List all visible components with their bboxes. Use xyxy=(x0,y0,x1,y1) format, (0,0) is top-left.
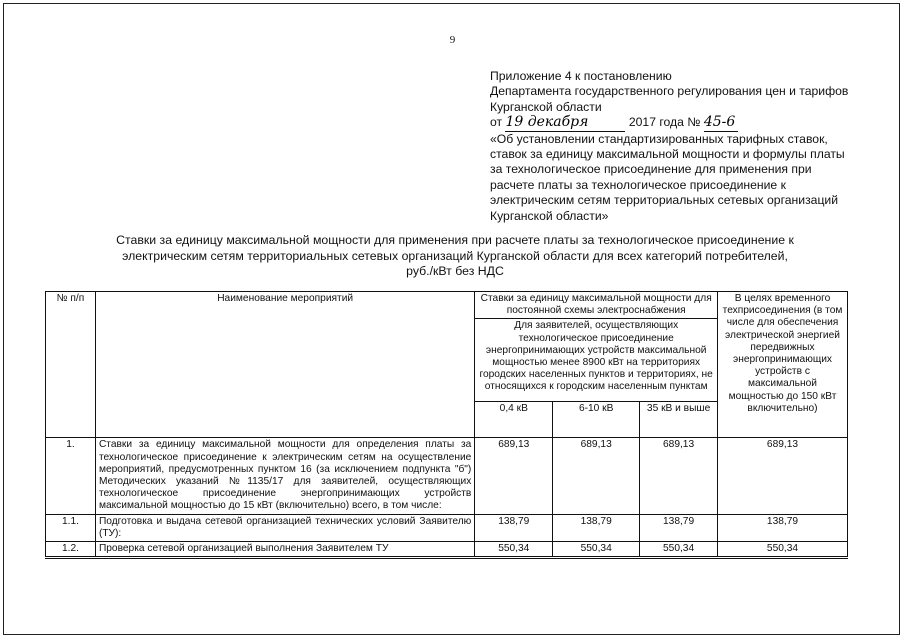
header-35kv: 35 кВ и выше xyxy=(640,402,718,438)
header-applicants: Для заявителей, осуществляющих технологическое присоединение энергопринимающих устройств максимальной мощностью менее 8900 кВт на территориях городских населенных пунктов и территориях, не относящихся к городским населенным пунктам xyxy=(475,319,718,402)
appendix-header xyxy=(490,69,850,224)
cell-6-10kv: 689,13 xyxy=(553,438,640,514)
row-name: Подготовка и выдача сетевой организацией технических условий Заявителю (ТУ): xyxy=(95,514,474,541)
row-num: 1. xyxy=(46,438,96,514)
handwritten-number: 45-6 xyxy=(703,114,736,131)
page-number: 9 xyxy=(449,34,456,46)
table-row xyxy=(46,542,848,558)
row-name: Ставки за единицу максимальной мощности для определения платы за технологическое присоединение к электрическим сетям на осуществление мероприятий, предусмотренных пунктом 16 (за исключением подпункта "б") Методических указаний №1135/17 для заявителей, осуществляющих технологическое присоединение энергопринимающих устройств максимальной мощностью до 15 кВт (включительно) всего, в том числе: xyxy=(95,438,474,514)
row-num: 1.1. xyxy=(46,514,96,541)
header-name: Наименование мероприятий xyxy=(95,292,474,438)
table-row xyxy=(46,514,848,541)
appendix-line-1: Приложение 4 к постановлению xyxy=(490,69,672,83)
header-temporary: В целях временного техприсоединения (в том числе для обеспечения электрической энергией передвижных энергопринимающих устройств с максимальной мощностью до 150 кВт включительно) xyxy=(718,292,848,438)
header-rates-permanent: Ставки за единицу максимальной мощности для постоянной схемы электроснабжения xyxy=(475,292,718,319)
cell-04kv: 689,13 xyxy=(475,438,553,514)
date-prefix: от xyxy=(490,115,503,130)
row-name: Проверка сетевой организацией выполнения Заявителем ТУ xyxy=(95,542,474,558)
cell-6-10kv: 138,79 xyxy=(553,514,640,541)
cell-temporary: 550,34 xyxy=(718,542,848,558)
title-line-3: руб./кВт без НДС xyxy=(406,264,504,279)
row-num: 1.2. xyxy=(46,542,96,558)
title-line-2: электрическим сетям территориальных сетевых организаций Курганской области для всех категорий потребителей, xyxy=(122,248,788,263)
table-row xyxy=(46,438,848,514)
appendix-date-line xyxy=(490,115,850,131)
title-line-1: Ставки за единицу максимальной мощности для применения при расчете платы за технологическое присоединение к xyxy=(116,233,794,247)
header-6-10kv: 6-10 кВ xyxy=(553,402,640,438)
appendix-line-2: Департамента государственного регулирования цен и тарифов Курганской области xyxy=(490,84,849,114)
cell-04kv: 550,34 xyxy=(475,542,553,558)
cell-temporary: 689,13 xyxy=(718,438,848,514)
date-suffix: 2017 года № xyxy=(628,115,701,130)
cell-6-10kv: 550,34 xyxy=(553,542,640,558)
cell-temporary: 138,79 xyxy=(718,514,848,541)
rates-table xyxy=(45,291,848,559)
cell-04kv: 138,79 xyxy=(475,514,553,541)
cell-35kv: 138,79 xyxy=(640,514,718,541)
cell-35kv: 550,34 xyxy=(640,542,718,558)
handwritten-date: 19 декабря xyxy=(505,114,589,131)
cell-35kv: 689,13 xyxy=(640,438,718,514)
document-title xyxy=(40,233,870,280)
header-num: № п/п xyxy=(46,292,96,438)
appendix-subject: «Об установлении стандартизированных тарифных ставок, ставок за единицу максимальной мощности и формулы платы за технологическое присоединение для применения при расчете платы за технологическое присоединение к электрическим сетям территориальных сетевых организаций Курганской области» xyxy=(490,131,845,223)
header-04kv: 0,4 кВ xyxy=(475,402,553,438)
